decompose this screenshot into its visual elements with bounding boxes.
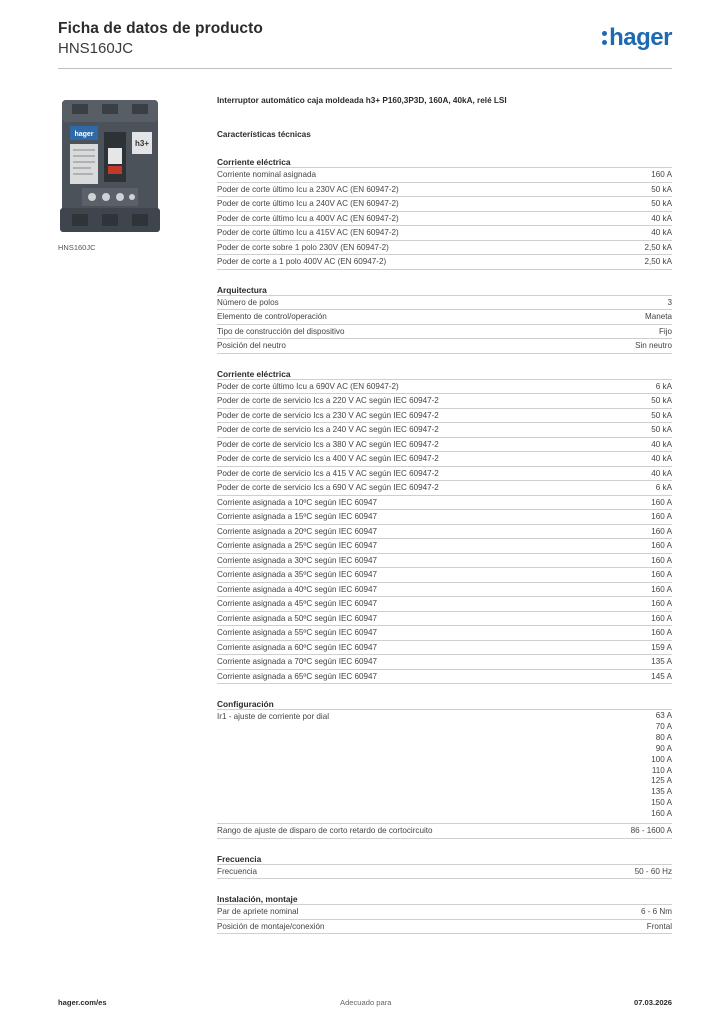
spec-label: Poder de corte último Icu a 240V AC (EN 60947-2)	[217, 199, 399, 208]
spec-value: 6 kA	[655, 381, 672, 391]
spec-value: 3	[667, 297, 672, 307]
spec-label: Par de apriete nominal	[217, 907, 299, 917]
spec-value: Sin neutro	[635, 341, 672, 350]
spec-label: Corriente asignada a 20ºC según IEC 60947	[217, 526, 377, 536]
spec-label: Poder de corte sobre 1 polo 230V (EN 60947-2)	[217, 242, 389, 252]
spec-label: Corriente asignada a 35ºC según IEC 60947	[217, 570, 377, 579]
spec-row	[217, 196, 672, 211]
spec-row	[217, 480, 672, 495]
spec-value: 160 A	[651, 170, 672, 179]
spec-label: Corriente asignada a 30ºC según IEC 60947	[217, 555, 377, 565]
spec-label: Número de polos	[217, 297, 279, 307]
spec-row	[217, 495, 672, 510]
section-title: Corriente eléctrica	[217, 157, 291, 167]
spec-label: Corriente asignada a 70ºC según IEC 60947	[217, 657, 377, 666]
product-description: Interruptor automático caja moldeada h3+ P160,3P3D, 160A, 40kA, relé LSI	[217, 96, 507, 105]
spec-row	[217, 509, 672, 524]
spec-row	[217, 466, 672, 481]
spec-value: 50 kA	[651, 184, 672, 194]
spec-value: 40 kA	[651, 454, 672, 463]
spec-row	[217, 611, 672, 626]
spec-value: 160 A	[651, 526, 672, 536]
spec-value: 50 - 60 Hz	[634, 866, 672, 876]
spec-table	[217, 709, 672, 839]
spec-value: 86 - 1600 A	[630, 826, 672, 836]
footer-date: 07.03.2026	[633, 998, 672, 1007]
spec-label: Frecuencia	[217, 866, 258, 876]
spec-label: Corriente asignada a 55ºC según IEC 60947	[217, 628, 377, 637]
spec-value: 159 A	[651, 642, 672, 652]
spec-value: 160 A	[651, 628, 672, 637]
section-title: Configuración	[217, 699, 274, 709]
technical-characteristics-heading: Características técnicas	[217, 130, 311, 139]
spec-row	[217, 211, 672, 226]
section-title: Arquitectura	[217, 284, 267, 295]
spec-value-item: 70 A	[655, 721, 672, 731]
spec-value-item: 150 A	[651, 798, 672, 808]
spec-label: Poder de corte de servicio Ics a 220 V AC según IEC 60947-2	[217, 396, 439, 405]
spec-value: 160 A	[651, 555, 672, 565]
spec-row	[217, 295, 672, 310]
spec-label: Poder de corte de servicio Ics a 400 V AC según IEC 60947-2	[217, 454, 439, 463]
spec-row	[217, 596, 672, 611]
spec-row	[217, 451, 672, 466]
spec-value-item: 125 A	[651, 776, 672, 786]
spec-value: 145 A	[651, 671, 672, 681]
spec-value: Frontal	[646, 921, 672, 931]
section-title: Instalación, montaje	[217, 894, 298, 905]
spec-label: Corriente asignada a 15ºC según IEC 60947	[217, 512, 377, 521]
spec-section	[217, 892, 672, 934]
spec-table	[217, 379, 672, 685]
spec-section	[217, 155, 672, 270]
spec-row	[217, 422, 672, 437]
spec-row	[217, 524, 672, 539]
spec-section	[217, 852, 672, 880]
spec-section	[217, 697, 672, 839]
spec-value: 6 kA	[655, 483, 672, 492]
spec-value: 160 A	[651, 570, 672, 579]
spec-table	[217, 167, 672, 270]
spec-value: 160 A	[651, 497, 672, 507]
spec-label: Rango de ajuste de disparo de corto retardo de cortocircuito	[217, 826, 433, 836]
spec-label: Poder de corte a 1 polo 400V AC (EN 60947-2)	[217, 257, 387, 266]
spec-label: Corriente asignada a 25ºC según IEC 60947	[217, 541, 377, 550]
spec-value: 50 kA	[651, 410, 672, 420]
spec-row	[217, 225, 672, 240]
spec-value: 50 kA	[651, 199, 672, 208]
spec-value: 40 kA	[651, 468, 672, 478]
spec-value: 40 kA	[651, 213, 672, 223]
spec-row	[217, 254, 672, 270]
spec-value: 2,50 kA	[644, 257, 672, 266]
spec-value: 50 kA	[651, 425, 672, 434]
spec-label: Poder de corte de servicio Ics a 380 V AC según IEC 60947-2	[217, 439, 439, 449]
spec-value-item: 110 A	[651, 765, 672, 775]
spec-label: Corriente asignada a 65ºC según IEC 60947	[217, 671, 377, 681]
spec-value: 2,50 kA	[644, 242, 672, 252]
spec-row	[217, 669, 672, 685]
spec-table	[217, 295, 672, 354]
logo-colon-icon	[601, 28, 608, 46]
spec-value: 160 A	[651, 584, 672, 594]
spec-row	[217, 553, 672, 568]
spec-row	[217, 437, 672, 452]
spec-row	[217, 240, 672, 255]
spec-value: Maneta	[645, 312, 672, 321]
spec-row	[217, 408, 672, 423]
spec-row	[217, 309, 672, 324]
spec-value: Fijo	[658, 326, 672, 336]
spec-value: 160 A	[651, 541, 672, 550]
header-divider	[58, 68, 672, 69]
spec-value-item: 160 A	[651, 809, 672, 819]
spec-label: Corriente asignada a 60ºC según IEC 60947	[217, 642, 377, 652]
product-code: HNS160JC	[58, 40, 134, 57]
spec-value-item: 100 A	[651, 754, 672, 764]
spec-value-item: 90 A	[655, 743, 672, 753]
label-brand-text: hager	[74, 131, 94, 138]
spec-row	[217, 823, 672, 839]
spec-row	[217, 904, 672, 919]
spec-label: Corriente asignada a 45ºC según IEC 60947	[217, 599, 377, 608]
spec-label: Poder de corte de servicio Ics a 415 V AC según IEC 60947-2	[217, 468, 439, 478]
spec-section	[217, 367, 672, 685]
spec-row	[217, 625, 672, 640]
spec-row	[217, 338, 672, 354]
spec-label: Corriente asignada a 50ºC según IEC 60947	[217, 613, 377, 623]
spec-value-item: 63 A	[655, 711, 672, 720]
spec-section	[217, 283, 672, 354]
spec-label: Poder de corte último Icu a 400V AC (EN 60947-2)	[217, 213, 399, 223]
spec-row	[217, 582, 672, 597]
spec-value: 40 kA	[651, 439, 672, 449]
spec-value	[643, 711, 672, 820]
spec-value: 6 - 6 Nm	[640, 907, 672, 917]
spec-label: Posición de montaje/conexión	[217, 921, 325, 931]
spec-row	[217, 167, 672, 182]
spec-label: Poder de corte último Icu a 690V AC (EN 60947-2)	[217, 381, 399, 391]
hager-logo[interactable]	[601, 26, 672, 50]
spec-label: Poder de corte último Icu a 415V AC (EN 60947-2)	[217, 228, 399, 237]
spec-row	[217, 919, 672, 935]
section-title: Frecuencia	[217, 853, 262, 864]
footer-note: Adecuado para	[340, 998, 392, 1007]
spec-label: Poder de corte de servicio Ics a 240 V AC según IEC 60947-2	[217, 425, 439, 434]
footer-website[interactable]: hager.com/es	[58, 998, 107, 1007]
spec-value: 160 A	[651, 512, 672, 521]
spec-row	[217, 567, 672, 582]
spec-label: Posición del neutro	[217, 341, 286, 350]
product-image	[58, 96, 168, 236]
logo-text: hager	[609, 24, 672, 51]
spec-row	[217, 324, 672, 339]
spec-label: Tipo de construcción del dispositivo	[217, 326, 345, 336]
spec-row	[217, 182, 672, 197]
spec-label: Ir1 - ajuste de corriente por dial	[217, 712, 330, 721]
spec-label: Corriente asignada a 10ºC según IEC 60947	[217, 497, 377, 507]
spec-label: Corriente nominal asignada	[217, 170, 316, 179]
spec-value: 135 A	[651, 657, 672, 666]
spec-label: Poder de corte de servicio Ics a 690 V AC según IEC 60947-2	[217, 483, 439, 492]
image-caption: HNS160JC	[58, 243, 96, 252]
spec-label: Poder de corte último Icu a 230V AC (EN 60947-2)	[217, 184, 399, 194]
spec-row	[217, 864, 672, 880]
label-model-text: h3+	[134, 139, 150, 148]
spec-value: 50 kA	[651, 396, 672, 405]
spec-table	[217, 864, 672, 880]
spec-row	[217, 538, 672, 553]
spec-row	[217, 379, 672, 394]
spec-row	[217, 393, 672, 408]
circuit-breaker-illustration	[58, 96, 168, 236]
specs-content	[217, 96, 672, 934]
spec-value-item: 80 A	[655, 732, 672, 742]
spec-value: 160 A	[651, 599, 672, 608]
section-title: Corriente eléctrica	[217, 368, 291, 379]
document-title: Ficha de datos de producto	[58, 20, 263, 37]
spec-row	[217, 654, 672, 669]
spec-sections	[217, 155, 672, 934]
spec-value: 40 kA	[651, 228, 672, 237]
spec-value: 160 A	[651, 613, 672, 623]
spec-row	[217, 709, 672, 823]
spec-row	[217, 640, 672, 655]
spec-label: Elemento de control/operación	[217, 312, 327, 321]
spec-label: Poder de corte de servicio Ics a 230 V AC según IEC 60947-2	[217, 410, 439, 420]
spec-value-item: 135 A	[651, 787, 672, 797]
page-header	[58, 20, 672, 68]
spec-table	[217, 904, 672, 934]
spec-label: Corriente asignada a 40ºC según IEC 60947	[217, 584, 377, 594]
